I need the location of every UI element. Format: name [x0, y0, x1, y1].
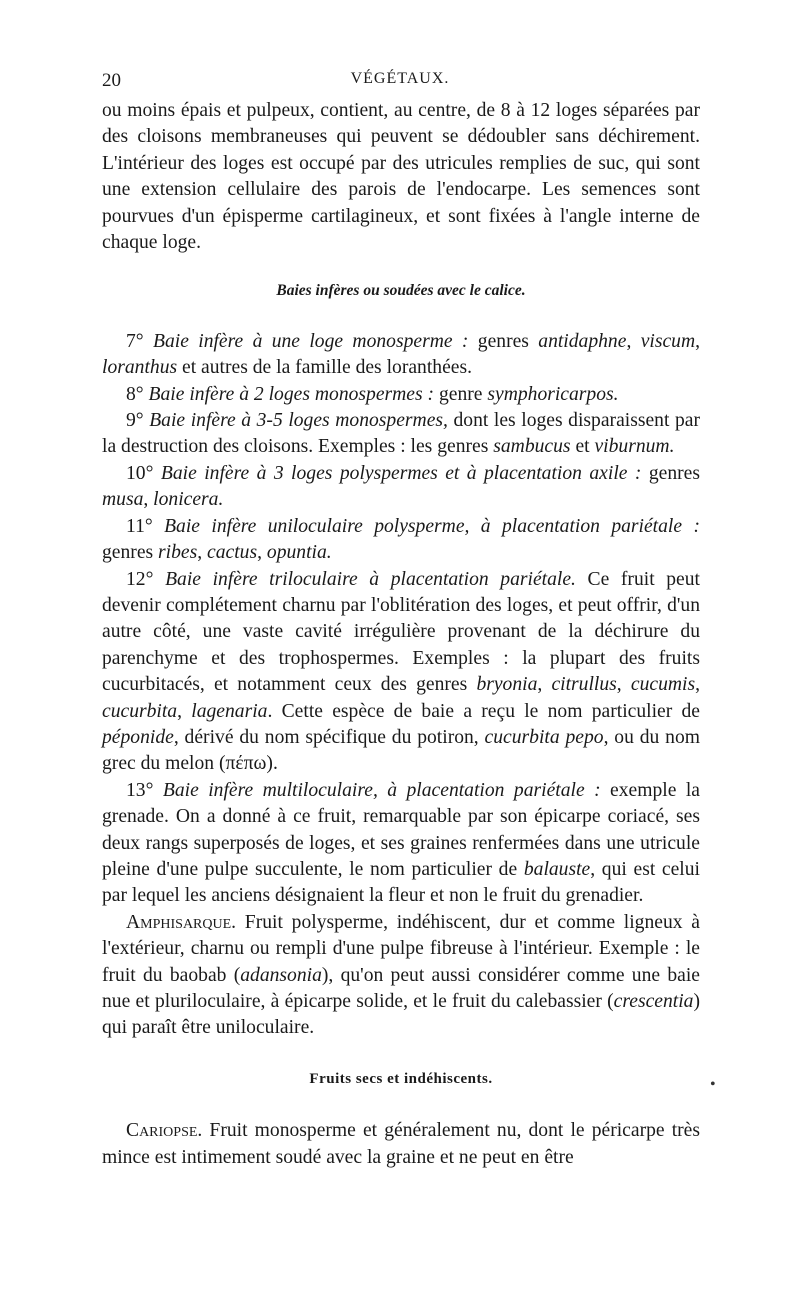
item-title: Baie infère à 2 loges monospermes : — [148, 383, 435, 405]
text-run: . Cette espèce de baie a reçu le nom particulier de — [267, 700, 700, 722]
genus-name: adansonia — [240, 964, 322, 986]
text-run: , ou du nom grec du melon (πέπω). — [102, 726, 700, 775]
item-number: 9° — [126, 410, 144, 432]
genus-name: cucumis — [630, 674, 696, 696]
text-run: ) qui paraît être uniloculaire. — [102, 991, 700, 1039]
text-run: , — [626, 330, 641, 352]
text-run: dont les loges disparaissent par la destruction des cloisons. Exemples : les genres — [102, 410, 700, 458]
genus-name: citrullus — [551, 674, 617, 696]
item-title: Baie infère uniloculaire polysperme, à placentation pariétale : — [164, 515, 700, 537]
paragraph-intro: ou moins épais et pulpeux, contient, au centre, de 8 à 12 loges séparées par des cloisons membraneuses qui peuvent se dédoubler sans déchirement. L'intérieur des loges est occupé par des utricules remplies de suc, qui sont une extension cellulaire des parois de l'endocarpe. Les semences sont pourvues d'un épisperme cartilagineux, et sont fixées à l'angle interne de chaque loge. — [102, 100, 700, 254]
text-run: , qui est celui par lequel les anciens désignaient la fleur et non le fruit du grenadier. — [102, 858, 700, 907]
genus-name: cucurbita — [102, 700, 178, 722]
text-run: , — [695, 674, 700, 696]
item-number: 11° — [126, 515, 153, 537]
item-number: 8° — [126, 383, 144, 405]
item-title: Baie infère à une loge monosperme : — [153, 330, 469, 352]
item-title: Baie infère à 3 loges polyspermes et à placentation axile : — [160, 462, 642, 484]
text-run: ), qu'on peut aussi considérer comme une baie nue et pluriloculaire, à épicarpe solide, et le fruit du calebassier ( — [102, 964, 700, 1012]
genus-name: musa — [102, 489, 144, 511]
running-title: VÉGÉTAUX. — [350, 70, 450, 87]
margin-mark: • — [710, 1076, 716, 1093]
section-heading-baies-inferes: Baies infères ou soudées avec le calice. — [276, 282, 526, 300]
text-run: Fruit monosperme et généralement nu, dont le péricarpe très mince est intimement soudé avec la graine et ne peut en être — [102, 1120, 700, 1168]
text-run: , — [695, 330, 701, 352]
item-number: 7° — [126, 330, 144, 352]
genus-name: opuntia. — [266, 542, 332, 564]
term-heading: Cariopse. — [126, 1120, 203, 1142]
text-run: Fruit polysperme, indéhiscent, dur et comme ligneux à l'extérieur, charnu ou rempli d'une pulpe fibreuse à l'intérieur. Exemple : le fruit du baobab ( — [102, 911, 700, 986]
text-run: Ce fruit peut devenir complétement charnu par l'oblitération des loges, et peut offrir, d'un autre côté, une vaste cavité irrégulière provenant de la déchirure du parenchyme et des trophospermes. Exemples : la plupart des fruits cucurbitacés, et notamment ceux des genres — [102, 568, 700, 696]
item-title: Baie infère à 3-5 loges monospermes, — [149, 410, 448, 432]
genus-name: lagenaria — [191, 700, 268, 722]
item-13 — [102, 778, 700, 910]
text-run: exemple la grenade. On a donné à ce fruit, remarquable par son épicarpe coriacé, ses deux rangs superposés de loges, et ses graines renfermées dans une utricule pleine d'une pulpe succulente, le nom particulier de — [102, 779, 700, 880]
genus-name: loranthus — [102, 357, 178, 379]
genus-name: viscum — [640, 330, 696, 352]
item-11 — [102, 514, 700, 567]
item-9 — [102, 408, 700, 461]
genus-name: symphoricarpos. — [487, 383, 619, 405]
text-run: , — [616, 674, 631, 696]
item-number: 13° — [126, 779, 154, 801]
text-run: genre — [434, 383, 488, 405]
genus-name: antidaphne — [538, 330, 627, 352]
genus-name: ribes — [158, 542, 198, 564]
text-run: , — [197, 542, 208, 564]
genus-name: cactus — [207, 542, 258, 564]
item-7 — [102, 329, 700, 382]
item-12 — [102, 567, 700, 778]
text-run: et — [570, 436, 595, 458]
genus-name: sambucus — [493, 436, 571, 458]
body-text — [102, 98, 700, 1171]
item-title: Baie infère multiloculaire, à placentation pariétale : — [162, 779, 601, 801]
text-run: genres — [641, 462, 700, 484]
term-heading: Amphisarque. — [126, 911, 237, 933]
paragraph-cariopse — [102, 1118, 700, 1171]
text-run: , — [143, 489, 154, 511]
genus-name: bryonia — [476, 674, 538, 696]
text-run: , — [257, 542, 267, 564]
text-run: genres — [468, 330, 539, 352]
item-number: 10° — [126, 462, 154, 484]
text-run: , dérivé du nom spécifique du potiron, — [173, 726, 485, 748]
term-name: balauste — [523, 858, 591, 880]
paragraph-amphisarque — [102, 910, 700, 1042]
item-8 — [102, 382, 700, 408]
page-number: 20 — [102, 70, 121, 91]
genus-name: viburnum. — [594, 436, 675, 458]
item-10 — [102, 461, 700, 514]
genus-name: crescentia — [613, 991, 694, 1012]
genus-name: lonicera. — [153, 489, 224, 511]
text-run: , — [177, 700, 192, 722]
species-name: cucurbita pepo — [484, 726, 604, 748]
text-run: genres — [102, 542, 159, 564]
section-heading-fruits-secs: Fruits secs et indéhiscents. — [309, 1070, 493, 1087]
item-title: Baie infère triloculaire à placentation pariétale. — [165, 568, 576, 590]
term-name: péponide — [102, 726, 174, 748]
text-run: et autres de la famille des loranthées. — [177, 357, 472, 379]
item-number: 12° — [126, 568, 154, 590]
page-header — [102, 70, 698, 98]
text-run: , — [537, 674, 552, 696]
